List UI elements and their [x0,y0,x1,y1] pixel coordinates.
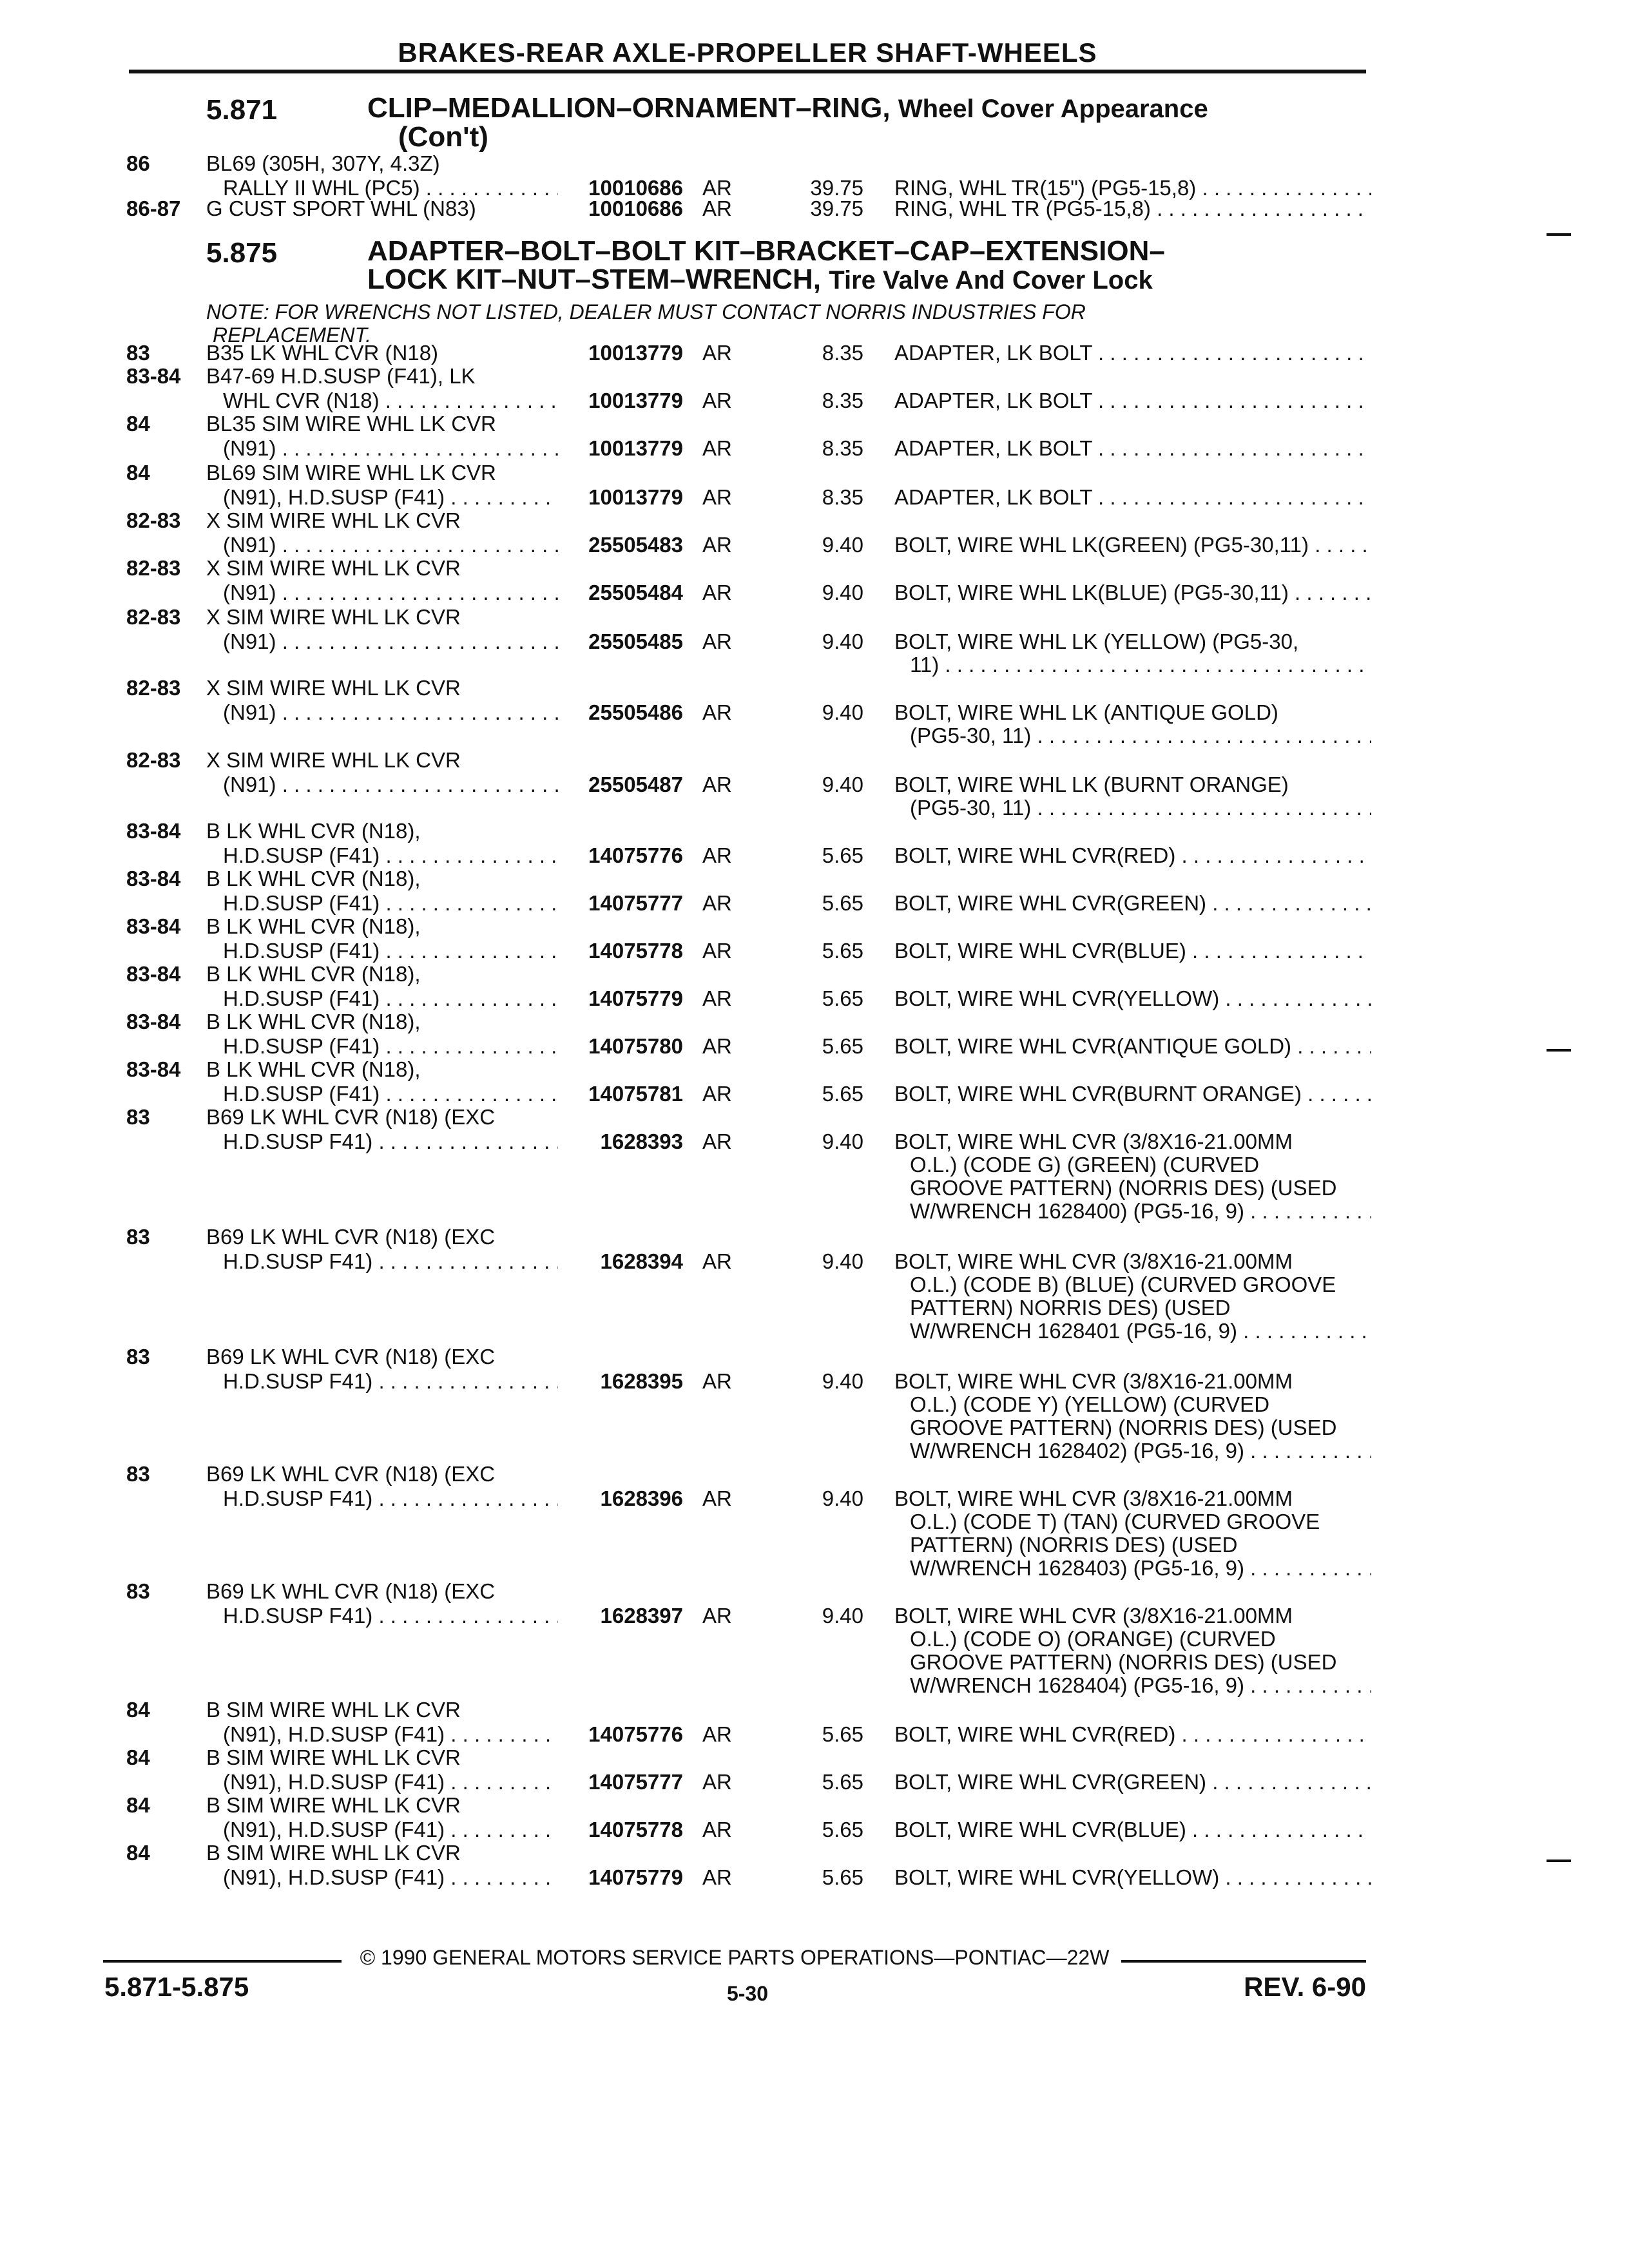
description-line: (PG5-30, 11) . . . [894,796,1371,820]
model-years: 83-84 [126,867,181,890]
description [894,773,1371,820]
description [894,1035,1371,1058]
model-years: 82-83 [126,605,181,629]
quantity: AR [702,1770,732,1794]
description [894,987,1371,1010]
description-line: BOLT, WIRE WHL CVR(BURNT ORANGE) . . . [894,1082,1371,1106]
price: 5.65 [822,843,863,867]
application-cont: H.D.SUSP (F41) . . . [223,1082,558,1106]
description [894,844,1371,867]
application-cont: H.D.SUSP F41) . . . [223,1370,558,1393]
application-cont: H.D.SUSP F41) . . . [223,1604,558,1628]
model-years: 83 [126,1225,150,1249]
application: B SIM WIRE WHL LK CVR [206,1793,461,1817]
application: X SIM WIRE WHL LK CVR [206,605,461,629]
model-years: 83-84 [126,364,181,388]
description [894,1818,1371,1841]
part-number: 25505483 [588,533,683,557]
quantity: AR [702,891,732,915]
model-years: 84 [126,1793,150,1817]
description-line: O.L.) (CODE Y) (YELLOW) (CURVED [910,1393,1270,1416]
description [894,533,1371,557]
model-years: 86-87 [126,197,181,220]
application-cont: (N91) . . . [223,773,558,796]
application: B69 LK WHL CVR (N18) (EXC [206,1105,496,1129]
margin-mark [1547,1860,1571,1862]
description [894,437,1371,460]
part-number: 14075777 [588,891,683,915]
application-cont: (N91) . . . [223,533,558,557]
description-line: BOLT, WIRE WHL LK(GREEN) (PG5-30,11) . . . [894,533,1371,557]
description-line: BOLT, WIRE WHL CVR(GREEN) . . . [894,892,1371,915]
description-line: O.L.) (CODE G) (GREEN) (CURVED [910,1153,1260,1177]
application: X SIM WIRE WHL LK CVR [206,676,461,700]
application: B LK WHL CVR (N18), [206,1057,421,1081]
model-years: 83-84 [126,914,181,938]
model-years: 83 [126,1462,150,1486]
part-number: 14075778 [588,939,683,963]
price: 8.35 [822,389,863,412]
page-number: 5-30 [726,1982,769,2005]
quantity: AR [702,700,732,724]
application: B69 LK WHL CVR (N18) (EXC [206,1462,496,1486]
description [894,341,1371,365]
description-line: ADAPTER, LK BOLT . . . [894,437,1371,460]
part-number: 14075779 [588,1865,683,1889]
application: B69 LK WHL CVR (N18) (EXC [206,1225,496,1249]
description [894,1130,1371,1223]
part-number: 14075777 [588,1770,683,1794]
model-years: 82-83 [126,676,181,700]
application: B LK WHL CVR (N18), [206,1010,421,1033]
quantity: AR [702,197,732,220]
description-line: BOLT, WIRE WHL LK(BLUE) (PG5-30,11) . . . [894,581,1371,604]
price: 9.40 [822,1129,863,1153]
description-line: BOLT, WIRE WHL CVR (3/8X16-21.00MM [894,1604,1293,1628]
description-line: BOLT, WIRE WHL LK (ANTIQUE GOLD) [894,701,1278,724]
application: BL69 (305H, 307Y, 4.3Z) [206,151,440,175]
description [894,1723,1371,1746]
price: 9.40 [822,700,863,724]
description [894,389,1371,412]
quantity: AR [702,341,732,365]
description-line: BOLT, WIRE WHL CVR(BLUE) . . . [894,939,1371,963]
description-line: PATTERN) (NORRIS DES) (USED [910,1533,1238,1557]
description [894,1487,1371,1580]
application-cont: H.D.SUSP F41) . . . [223,1487,558,1510]
part-number: 1628393 [600,1129,683,1153]
section-title: ADAPTER–BOLT–BOLT KIT–BRACKET–CAP–EXTENSION– LOCK KIT–NUT–STEM–WRENCH, Tire Valve And Cover Lock [367,235,1165,295]
description-line: BOLT, WIRE WHL CVR(RED) . . . [894,844,1371,867]
model-years: 83-84 [126,1010,181,1033]
application-cont: H.D.SUSP F41) . . . [223,1130,558,1153]
application: BL69 SIM WIRE WHL LK CVR [206,461,496,485]
quantity: AR [702,1129,732,1153]
running-title: BRAKES-REAR AXLE-PROPELLER SHAFT-WHEELS [398,37,1097,68]
description [894,939,1371,963]
application: B69 LK WHL CVR (N18) (EXC [206,1345,496,1369]
part-number: 14075776 [588,1722,683,1746]
price: 5.65 [822,1770,863,1794]
description-line: O.L.) (CODE O) (ORANGE) (CURVED [910,1628,1276,1651]
application-cont: H.D.SUSP (F41) . . . [223,939,558,963]
part-number: 25505485 [588,629,683,653]
model-years: 82-83 [126,748,181,772]
quantity: AR [702,1865,732,1889]
part-number: 14075779 [588,986,683,1010]
part-number: 25505486 [588,700,683,724]
description-line: RING, WHL TR(15") (PG5-15,8) . . . [894,177,1371,200]
application-cont: (N91), H.D.SUSP (F41) . . . [223,1866,558,1889]
model-years: 83-84 [126,1057,181,1081]
description [894,1370,1371,1463]
description-line: BOLT, WIRE WHL CVR (3/8X16-21.00MM [894,1130,1293,1153]
price: 5.65 [822,986,863,1010]
quantity: AR [702,1034,732,1058]
part-number: 10013779 [588,389,683,412]
application-cont: H.D.SUSP (F41) . . . [223,987,558,1010]
price: 8.35 [822,436,863,460]
section-number: 5.875 [206,237,278,269]
quantity: AR [702,1082,732,1106]
price: 9.40 [822,1369,863,1393]
quantity: AR [702,1369,732,1393]
quantity: AR [702,436,732,460]
price: 39.75 [810,197,863,220]
quantity: AR [702,581,732,604]
application-cont: H.D.SUSP (F41) . . . [223,844,558,867]
description [894,1250,1371,1343]
description [894,581,1371,604]
price: 9.40 [822,533,863,557]
application-cont: (N91) . . . [223,701,558,724]
application: B SIM WIRE WHL LK CVR [206,1698,461,1722]
price: 8.35 [822,485,863,509]
model-years: 82-83 [126,508,181,532]
footer-rule [103,1960,342,1963]
description-line: RING, WHL TR (PG5-15,8) . . . [894,197,1371,220]
application-cont: RALLY II WHL (PC5) . . . [223,177,558,200]
description-line: W/WRENCH 1628402) (PG5-16, 9) . . . [894,1439,1371,1463]
quantity: AR [702,1604,732,1628]
application-cont: (N91), H.D.SUSP (F41) . . . [223,486,558,509]
description-line: BOLT, WIRE WHL CVR (3/8X16-21.00MM [894,1487,1293,1510]
price: 5.65 [822,1865,863,1889]
price: 9.40 [822,773,863,796]
description-line: ADAPTER, LK BOLT . . . [894,486,1371,509]
application-cont: (N91) . . . [223,581,558,604]
model-years: 84 [126,412,150,436]
description-line: BOLT, WIRE WHL CVR(GREEN) . . . [894,1771,1371,1794]
price: 5.65 [822,1082,863,1106]
description [894,486,1371,509]
model-years: 82-83 [126,556,181,580]
part-number: 14075776 [588,843,683,867]
application-cont: (N91) . . . [223,437,558,460]
application: B35 LK WHL CVR (N18) [206,341,439,365]
part-number: 1628397 [600,1604,683,1628]
description-line: O.L.) (CODE B) (BLUE) (CURVED GROOVE [910,1273,1336,1296]
section-number: 5.871 [206,94,278,126]
quantity: AR [702,1722,732,1746]
price: 5.65 [822,939,863,963]
part-number: 1628394 [600,1249,683,1273]
application: B47-69 H.D.SUSP (F41), LK [206,364,476,388]
description-line: BOLT, WIRE WHL CVR (3/8X16-21.00MM [894,1370,1293,1393]
section-title: CLIP–MEDALLION–ORNAMENT–RING, Wheel Cover Appearance (Con't) [367,92,1208,153]
part-number: 25505487 [588,773,683,796]
quantity: AR [702,1486,732,1510]
part-number: 25505484 [588,581,683,604]
description-line: BOLT, WIRE WHL LK (BURNT ORANGE) [894,773,1289,796]
application: B SIM WIRE WHL LK CVR [206,1841,461,1865]
quantity: AR [702,1818,732,1841]
description [894,1866,1371,1889]
description-line: BOLT, WIRE WHL CVR(ANTIQUE GOLD) . . . [894,1035,1371,1058]
price: 8.35 [822,341,863,365]
price: 9.40 [822,1486,863,1510]
model-years: 83 [126,1345,150,1369]
price: 9.40 [822,1249,863,1273]
price: 5.65 [822,1034,863,1058]
part-number: 10013779 [588,485,683,509]
revision: REV. 6-90 [1244,1972,1366,2002]
quantity: AR [702,1249,732,1273]
description-line: W/WRENCH 1628400) (PG5-16, 9) . . . [894,1200,1371,1223]
description-line: ADAPTER, LK BOLT . . . [894,389,1371,412]
part-number: 10013779 [588,341,683,365]
footer-rule [1121,1960,1366,1963]
description-line: W/WRENCH 1628404) (PG5-16, 9) . . . [894,1674,1371,1697]
price: 5.65 [822,891,863,915]
application: B LK WHL CVR (N18), [206,867,421,890]
quantity: AR [702,773,732,796]
description-line: PATTERN) NORRIS DES) (USED [910,1296,1231,1320]
application: BL35 SIM WIRE WHL LK CVR [206,412,496,436]
description [894,630,1371,677]
quantity: AR [702,939,732,963]
part-number: 14075780 [588,1034,683,1058]
price: 5.65 [822,1818,863,1841]
description-line: BOLT, WIRE WHL CVR(YELLOW) . . . [894,1866,1371,1889]
application: B LK WHL CVR (N18), [206,819,421,843]
quantity: AR [702,533,732,557]
description [894,1082,1371,1106]
margin-mark [1547,233,1571,236]
price: 9.40 [822,1604,863,1628]
part-number: 10010686 [588,197,683,220]
description-line: W/WRENCH 1628401 (PG5-16, 9) . . . [894,1320,1371,1343]
description [894,892,1371,915]
description [894,1771,1371,1794]
margin-mark [1547,1049,1571,1052]
model-years: 83 [126,341,150,365]
model-years: 86 [126,151,150,175]
quantity: AR [702,629,732,653]
description-line: GROOVE PATTERN) (NORRIS DES) (USED [910,1177,1337,1200]
model-years: 83-84 [126,962,181,986]
application: G CUST SPORT WHL (N83) [206,197,476,220]
description-line: BOLT, WIRE WHL CVR(RED) . . . [894,1723,1371,1746]
model-years: 83 [126,1579,150,1603]
application: B69 LK WHL CVR (N18) (EXC [206,1579,496,1603]
model-years: 84 [126,1698,150,1722]
description-line: ADAPTER, LK BOLT . . . [894,341,1371,365]
description [894,177,1371,200]
part-number: 10010686 [588,176,683,200]
quantity: AR [702,843,732,867]
copyright: © 1990 GENERAL MOTORS SERVICE PARTS OPERATIONS—PONTIAC—22W [360,1946,1110,1969]
application-cont: H.D.SUSP (F41) . . . [223,1035,558,1058]
description-line: BOLT, WIRE WHL CVR (3/8X16-21.00MM [894,1250,1293,1273]
quantity: AR [702,389,732,412]
description-line: BOLT, WIRE WHL CVR(BLUE) . . . [894,1818,1371,1841]
price: 9.40 [822,581,863,604]
application-cont: H.D.SUSP F41) . . . [223,1250,558,1273]
part-number: 14075781 [588,1082,683,1106]
section-range: 5.871-5.875 [104,1972,249,2002]
application: B SIM WIRE WHL LK CVR [206,1745,461,1769]
description [894,1604,1371,1697]
application-cont: (N91) . . . [223,630,558,653]
application-cont: (N91), H.D.SUSP (F41) . . . [223,1818,558,1841]
price: 9.40 [822,629,863,653]
price: 5.65 [822,1722,863,1746]
part-number: 1628395 [600,1369,683,1393]
description-line: (PG5-30, 11) . . . [894,724,1371,747]
model-years: 84 [126,461,150,485]
quantity: AR [702,986,732,1010]
price: 39.75 [810,176,863,200]
model-years: 84 [126,1841,150,1865]
part-number: 14075778 [588,1818,683,1841]
model-years: 83-84 [126,819,181,843]
header-rule [129,70,1366,73]
part-number: 10013779 [588,436,683,460]
model-years: 84 [126,1745,150,1769]
dealer-note: NOTE: FOR WRENCHS NOT LISTED, DEALER MUST CONTACT NORRIS INDUSTRIES FOR REPLACEMENT. [206,300,1086,347]
description-line: O.L.) (CODE T) (TAN) (CURVED GROOVE [910,1510,1320,1533]
quantity: AR [702,176,732,200]
application-cont: (N91), H.D.SUSP (F41) . . . [223,1771,558,1794]
description-line: GROOVE PATTERN) (NORRIS DES) (USED [910,1416,1337,1439]
part-number: 1628396 [600,1486,683,1510]
description [894,197,1371,220]
application: X SIM WIRE WHL LK CVR [206,556,461,580]
application: X SIM WIRE WHL LK CVR [206,508,461,532]
application-cont: WHL CVR (N18) . . . [223,389,558,412]
application: B LK WHL CVR (N18), [206,914,421,938]
description-line: BOLT, WIRE WHL CVR(YELLOW) . . . [894,987,1371,1010]
description-line: BOLT, WIRE WHL LK (YELLOW) (PG5-30, [894,630,1299,653]
model-years: 83 [126,1105,150,1129]
description [894,701,1371,747]
description-line: 11) . . . [894,653,1371,677]
quantity: AR [702,485,732,509]
description-line: W/WRENCH 1628403) (PG5-16, 9) . . . [894,1557,1371,1580]
description-line: GROOVE PATTERN) (NORRIS DES) (USED [910,1651,1337,1674]
application: B LK WHL CVR (N18), [206,962,421,986]
application: X SIM WIRE WHL LK CVR [206,748,461,772]
application-cont: (N91), H.D.SUSP (F41) . . . [223,1723,558,1746]
application-cont: H.D.SUSP (F41) . . . [223,892,558,915]
